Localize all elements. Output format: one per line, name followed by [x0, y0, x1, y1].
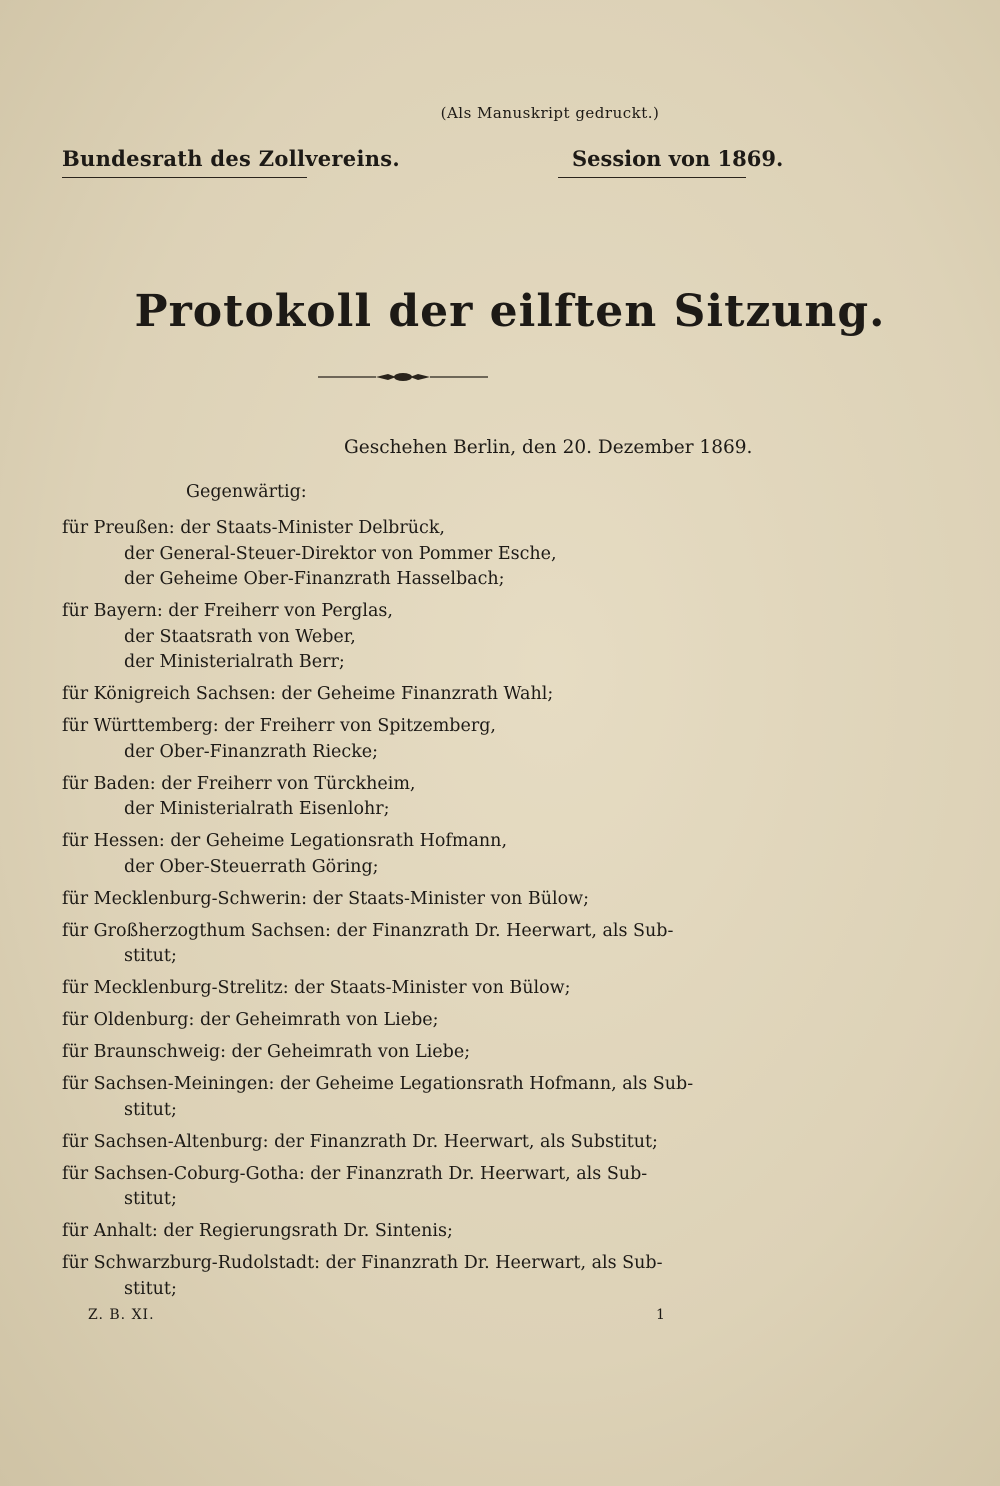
member-entry — [62, 976, 752, 1002]
member-line: für Württemberg: der Freiherr von Spitzemberg, — [62, 716, 496, 736]
member-entry — [62, 887, 752, 913]
member-entry — [62, 1008, 752, 1034]
member-line: für Preußen: der Staats-Minister Delbrück, — [62, 518, 445, 538]
member-entry — [62, 1251, 752, 1302]
member-line: für Königreich Sachsen: der Geheime Finanzrath Wahl; — [62, 684, 554, 704]
member-line: für Sachsen-Coburg-Gotha: der Finanzrath Dr. Heerwart, als Sub- — [62, 1163, 648, 1184]
member-line: für Braunschweig: der Geheimrath von Liebe; — [62, 1042, 471, 1062]
member-line-continued: der Staatsrath von Weber, — [124, 626, 356, 647]
member-line-continued: der Ober-Finanzrath Riecke; — [124, 741, 379, 762]
member-entry — [62, 714, 752, 765]
header-session: Session von 1869. — [572, 146, 784, 171]
member-line-continued: der Ober-Steuerrath Göring; — [124, 856, 379, 877]
header-rule-right — [558, 177, 746, 178]
manuscript-note: (Als Manuskript gedruckt.) — [440, 104, 660, 122]
footer-signature: Z. B. XI. — [88, 1307, 155, 1323]
page-number: 1 — [656, 1307, 665, 1323]
member-entry — [62, 772, 752, 823]
member-line-continued: stitut; — [124, 1189, 177, 1209]
member-entry — [62, 682, 752, 708]
member-line-continued: der General-Steuer-Direktor von Pommer Esche, — [124, 543, 557, 564]
member-entry — [62, 516, 752, 593]
member-line-continued: stitut; — [124, 946, 177, 966]
member-entry — [62, 1162, 752, 1213]
member-line: für Mecklenburg-Schwerin: der Staats-Minister von Bülow; — [62, 888, 589, 909]
member-entry — [62, 1072, 752, 1123]
members-list — [62, 516, 752, 1309]
present-label: Gegenwärtig: — [186, 482, 307, 502]
member-line-continued: der Ministerialrath Berr; — [124, 652, 345, 672]
member-entry — [62, 829, 752, 880]
member-line: für Großherzogthum Sachsen: der Finanzrath Dr. Heerwart, als Sub- — [62, 920, 674, 941]
header-rule-left — [62, 177, 307, 178]
member-entry — [62, 1040, 752, 1066]
member-line: für Schwarzburg-Rudolstadt: der Finanzrath Dr. Heerwart, als Sub- — [62, 1253, 663, 1273]
member-entry — [62, 1130, 752, 1156]
ornament-divider — [318, 372, 488, 382]
member-line-continued: stitut; — [124, 1099, 177, 1120]
member-line: für Mecklenburg-Strelitz: der Staats-Minister von Bülow; — [62, 978, 571, 998]
member-line-continued: stitut; — [124, 1278, 177, 1299]
member-entry — [62, 919, 752, 970]
member-line-continued: der Geheime Ober-Finanzrath Hasselbach; — [124, 569, 505, 589]
member-line: für Anhalt: der Regierungsrath Dr. Sintenis; — [62, 1221, 453, 1241]
header-council: Bundesrath des Zollvereins. — [62, 146, 401, 171]
member-line: für Oldenburg: der Geheimrath von Liebe; — [62, 1010, 439, 1030]
page-title: Protokoll der eilften Sitzung. — [134, 286, 886, 337]
member-entry — [62, 599, 752, 676]
member-entry — [62, 1219, 752, 1245]
member-line: für Sachsen-Meiningen: der Geheime Legationsrath Hofmann, als Sub- — [62, 1074, 694, 1094]
date-line: Geschehen Berlin, den 20. Dezember 1869. — [344, 437, 753, 458]
member-line: für Hessen: der Geheime Legationsrath Hofmann, — [62, 831, 508, 851]
member-line: für Baden: der Freiherr von Türckheim, — [62, 773, 416, 794]
bleed-through-right — [760, 560, 765, 579]
member-line: für Sachsen-Altenburg: der Finanzrath Dr. Heerwart, als Substitut; — [62, 1131, 658, 1152]
member-line: für Bayern: der Freiherr von Perglas, — [62, 601, 393, 621]
member-line-continued: der Ministerialrath Eisenlohr; — [124, 799, 390, 819]
